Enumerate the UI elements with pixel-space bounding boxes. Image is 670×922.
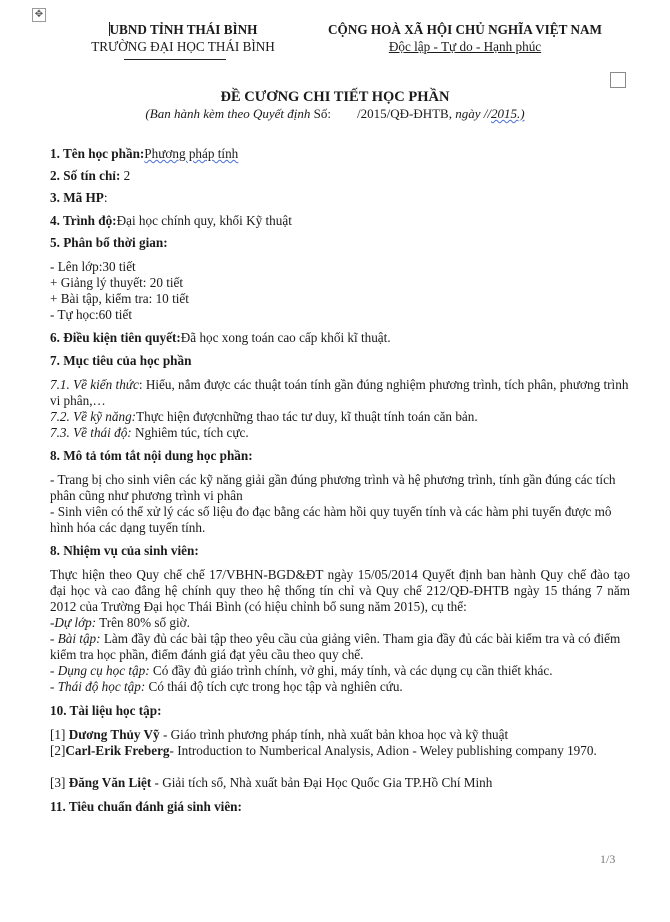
objective-label: 7.2. Về kỹ năng:: [50, 409, 137, 424]
section-1: [50, 146, 238, 162]
objective-item: [50, 425, 249, 441]
frame-checkbox[interactable]: [610, 72, 626, 88]
document-subtitle: [0, 106, 670, 122]
duty-label: - Bài tập:: [50, 631, 101, 646]
section-6: [50, 330, 391, 346]
reference-number: [3]: [50, 775, 69, 790]
duty-item: [50, 679, 403, 695]
reference-item: [50, 743, 654, 759]
reference-number: [2]: [50, 743, 66, 758]
duty-item: [50, 615, 190, 631]
reference-item: [50, 775, 654, 791]
section-label: 7. Mục tiêu của học phần: [50, 353, 192, 368]
header-divider: [124, 59, 226, 60]
duty-label: -Dự lớp:: [50, 615, 97, 630]
section-label: 3. Mã HP: [50, 190, 104, 205]
summary-item: - Sinh viên có thể xử lý các số liệu đo đạc bằng các hàm hồi quy tuyến tính và các hàm phi tuyến được mô hình hóa các dạng tuyến tính.: [50, 504, 612, 535]
summary-item: - Trang bị cho sinh viên các kỹ năng giải gần đúng phương trình và hệ phương trình, tính gần đúng các tích phân cũng như phương trình vi phân: [50, 472, 616, 503]
reference-item: [50, 727, 654, 743]
section-label: 8. Mô tả tóm tắt nội dung học phần:: [50, 448, 253, 463]
decision-number: /2015/QĐ-ĐHTB: [331, 106, 449, 121]
page-indicator: 1/3: [600, 852, 616, 866]
duty-text: Trên 80% số giờ.: [96, 615, 190, 630]
objective-text: Nghiêm túc, tích cực.: [131, 425, 249, 440]
motto-text: Độc lập - Tự do - Hạnh phúc: [388, 39, 542, 54]
course-code-value: :: [103, 190, 108, 205]
reference-author: Dương Thủy Vỹ: [68, 727, 160, 742]
section-7-heading: [50, 353, 191, 369]
time-item: - Tự học:60 tiết: [50, 307, 132, 322]
duty-text: Có thái độ tích cực trong học tập và nghiên cứu.: [145, 679, 403, 694]
header-left: [68, 21, 298, 55]
section-10-heading: [50, 703, 162, 719]
subtitle-part: , ngày //: [448, 106, 491, 121]
objective-text: Thực hiện đượcnhững thao tác tư duy, kĩ thuật tính toán căn bản.: [136, 409, 478, 424]
section-2: [50, 168, 130, 184]
section-8-heading: [50, 448, 253, 464]
subtitle-part: Số:: [313, 106, 331, 121]
time-item: + Giảng lý thuyết: 20 tiết: [50, 275, 184, 290]
time-item: - Lên lớp:30 tiết: [50, 259, 136, 274]
duty-text: Làm đầy đủ các bài tập theo yêu cầu của giảng viên. Tham gia đầy đủ các bài kiểm tra và có điểm kiểm tra học phần, điểm đánh giá đạt yêu cầu theo quy chế.: [50, 631, 621, 662]
duty-item: [50, 663, 553, 679]
section-label: 6. Điều kiện tiên quyết:: [50, 330, 181, 345]
reference-author: Carl-Erik Freberg: [65, 743, 170, 758]
duty-text: Có đầy đủ giáo trình chính, vở ghi, máy tính, và các dụng cụ cần thiết khác.: [149, 663, 553, 678]
national-motto: [300, 38, 630, 55]
objective-item: [50, 377, 630, 409]
objective-item: [50, 409, 478, 425]
prerequisite-value: Đã học xong toán cao cấp khối kĩ thuật.: [180, 330, 391, 345]
header-left-line1: [68, 21, 298, 38]
time-item: + Bài tập, kiểm tra: 10 tiết: [50, 291, 189, 306]
section-label: 1. Tên học phần:: [50, 146, 145, 161]
section-label: 11. Tiêu chuẩn đánh giá sinh viên:: [50, 799, 242, 814]
reference-number: [1]: [50, 727, 69, 742]
objective-text: : Hiểu, nắm được các thuật toán tính gần đúng nghiệm phương trình, tích phân, phương trình vi phân,…: [50, 377, 629, 408]
duties-intro: Thực hiện theo Quy chế chế 17/VBHN-BGD&ĐT ngày 15/05/2014 Quyết định ban hành Quy chế đào tạo đại học và cao đẳng hệ chính quy theo hệ thống tín chỉ và Quy chế 212/QĐ-ĐHTB ngày 15 tháng 7 năm 2012 của Trường Đại học Thái Bình (có hiệu chỉnh bổ sung năm 2015), cụ thể:: [50, 567, 630, 614]
objective-label: 7.1. Về kiến thức: [50, 377, 139, 392]
objective-label: 7.3. Về thái độ:: [50, 425, 132, 440]
section-label: 10. Tài liệu học tập:: [50, 703, 162, 718]
section-5-heading: [50, 235, 168, 251]
section-11-heading: [50, 799, 242, 815]
section-3: [50, 190, 108, 206]
section-label: 5. Phân bổ thời gian:: [50, 235, 168, 250]
document-title: ĐỀ CƯƠNG CHI TIẾT HỌC PHẦN: [220, 89, 450, 105]
header-right: [300, 21, 630, 55]
duty-label: - Thái độ học tập:: [50, 679, 146, 694]
section-4: [50, 213, 292, 229]
section-label: 4. Trình độ:: [50, 213, 117, 228]
decision-year: 2015.): [490, 106, 525, 121]
duty-item: [50, 631, 630, 663]
credits-value: 2: [120, 168, 131, 183]
reference-text: - Giải tích số, Nhà xuất bản Đại Học Quốc Gia TP.Hồ Chí Minh: [151, 775, 493, 790]
province-name: UBND TỈNH THÁI BÌNH: [109, 22, 258, 37]
reference-author: Đăng Văn Liệt: [68, 775, 152, 790]
section-label: 2. Số tín chỉ:: [50, 168, 121, 183]
school-name: TRƯỜNG ĐẠI HỌC THÁI BÌNH: [91, 39, 275, 54]
subtitle-part: (Ban hành kèm theo Quyết định: [145, 106, 314, 121]
reference-text: - Introduction to Numberical Analysis, Adion - Weley publishing company 1970.: [169, 743, 597, 758]
level-value: Đại học chính quy, khối Kỹ thuật: [116, 213, 292, 228]
section-9-heading: [50, 543, 199, 559]
section-label: 8. Nhiệm vụ của sinh viên:: [50, 543, 199, 558]
national-title: CỘNG HOÀ XÃ HỘI CHỦ NGHĨA VIỆT NAM: [328, 22, 602, 37]
reference-text: - Giáo trình phương pháp tính, nhà xuất bản khoa học và kỹ thuật: [159, 727, 509, 742]
course-name: Phương pháp tính: [144, 146, 239, 161]
table-move-handle-icon[interactable]: ✥: [32, 8, 46, 22]
duty-label: - Dụng cụ học tập:: [50, 663, 150, 678]
